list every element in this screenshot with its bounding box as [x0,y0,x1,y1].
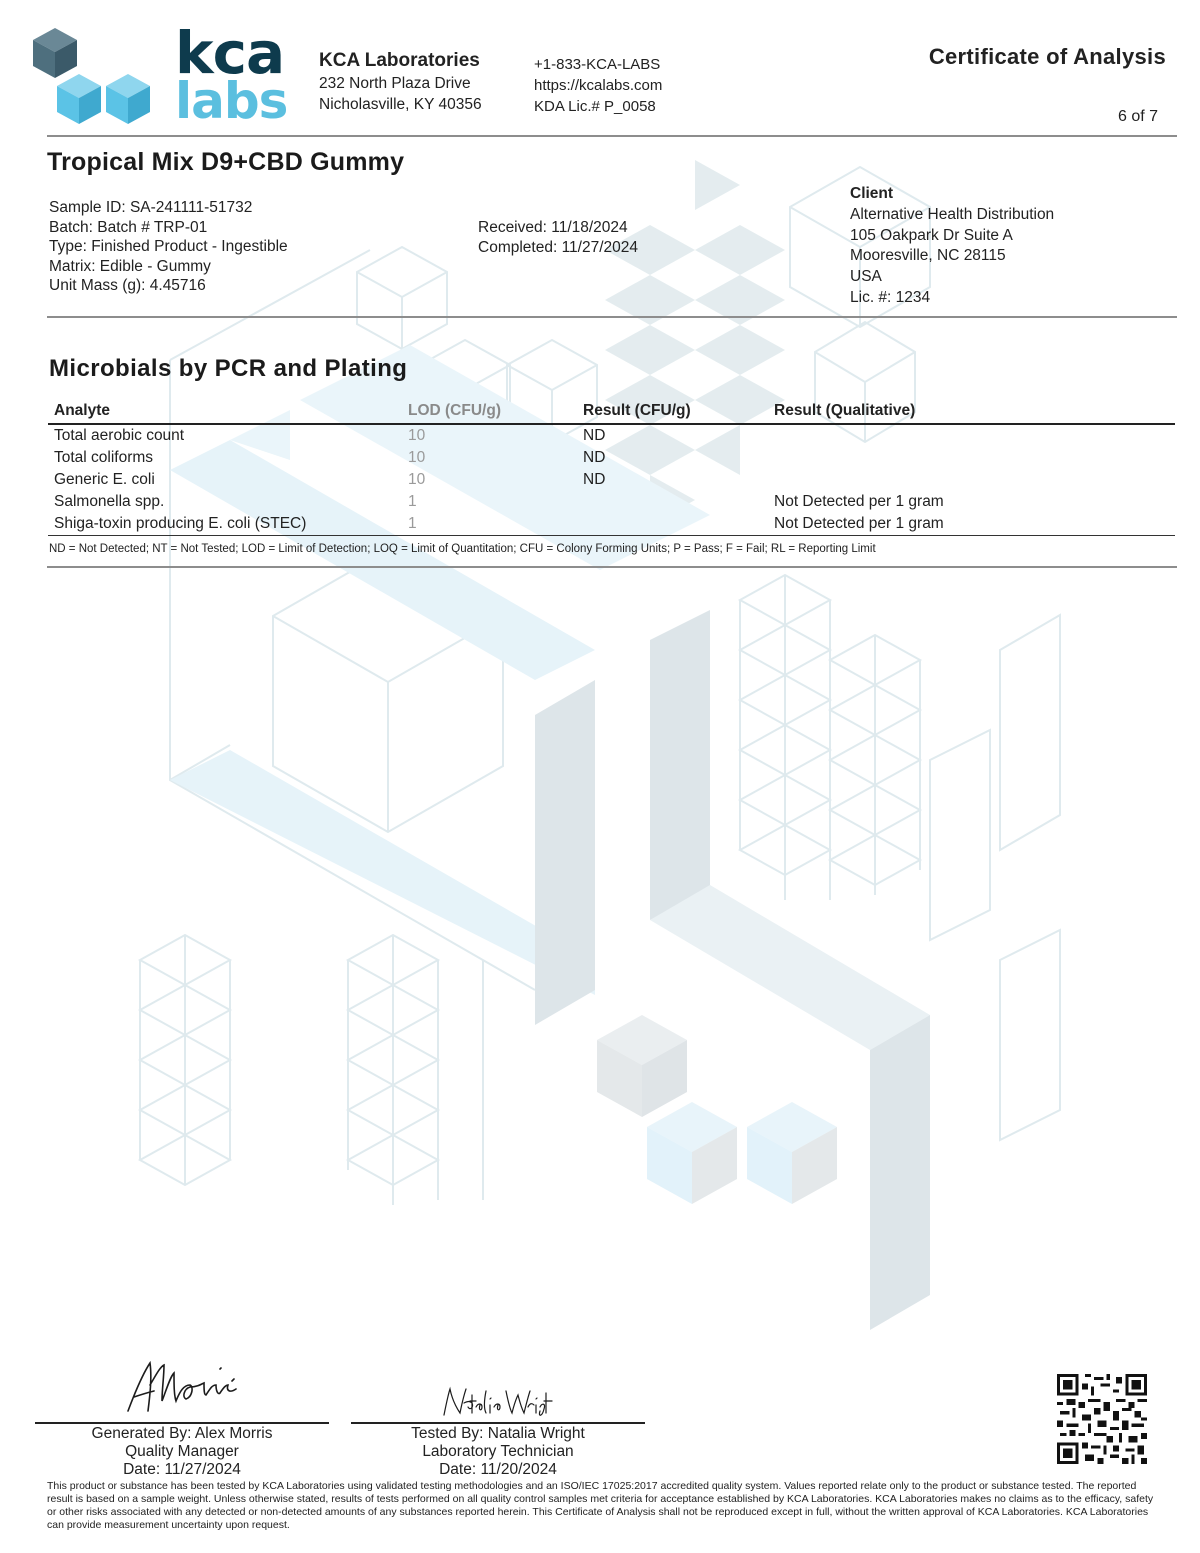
analyte-cell: Shiga-toxin producing E. coli (STEC) [48,513,402,536]
sample-info [49,198,288,296]
lod-cell: 1 [402,513,577,536]
result-cell: ND [583,471,606,488]
page-number: 6 of 7 [1117,108,1158,125]
header-result-qualitative: Result (Qualitative) [768,399,1175,424]
generated-by-role: Quality Manager [125,1443,239,1460]
client-block [850,184,1054,309]
completed-date: Completed: 11/27/2024 [478,238,638,256]
lab-name: KCA Laboratories [319,50,480,71]
client-name: Alternative Health Distribution [850,205,1055,223]
table-row [48,447,1175,469]
info-divider [47,316,1177,318]
analyte-cell: Generic E. coli [54,471,155,488]
logo-text-labs: labs [175,72,288,130]
lab-address-line1: 232 North Plaza Drive [319,75,471,92]
lod-cell: 1 [408,493,417,510]
analyte-cell: Total aerobic count [54,427,185,444]
batch: Batch: Batch # TRP-01 [49,218,208,236]
header-lod: LOD (CFU/g) [402,399,577,424]
qualitative-cell: Not Detected per 1 gram [768,513,1175,536]
microbials-results-table [48,399,1175,536]
lab-website: https://kcalabs.com [534,77,663,94]
client-heading: Client [850,185,894,202]
section-title-microbials: Microbials by PCR and Plating [49,355,408,382]
table-row [48,469,1175,491]
generated-by-block [35,1425,329,1479]
table-row [48,424,1175,447]
generated-by-name: Generated By: Alex Morris [91,1425,273,1442]
lod-cell: 10 [408,427,426,444]
table-bottom-divider [47,566,1177,568]
tested-by-name: Tested By: Natalia Wright [411,1425,585,1442]
analyte-cell: Salmonella spp. [54,493,165,510]
header-divider [47,135,1177,137]
qr-code-icon[interactable] [1057,1374,1147,1464]
lod-cell: 10 [408,471,426,488]
qualitative-cell [768,469,1175,491]
table-header-row [48,399,1175,424]
document-title: Certificate of Analysis [928,44,1166,69]
product-type: Type: Finished Product - Ingestible [49,238,288,255]
client-street: 105 Oakpark Dr Suite A [850,226,1013,244]
lab-phone: +1-833-KCA-LABS [534,56,661,73]
table-row [48,491,1175,513]
result-cell: ND [583,427,606,444]
analyte-cell: Total coliforms [54,449,154,466]
lod-cell: 10 [408,449,426,466]
signature-natalia-wright [440,1385,555,1421]
qualitative-cell: Not Detected per 1 gram [774,493,944,510]
signature-alex-morris [120,1355,250,1417]
logo-text-kca: kca [175,19,285,87]
sample-dates [478,218,638,257]
abbreviation-legend: ND = Not Detected; NT = Not Tested; LOD = Limit of Detection; LOQ = Limit of Quantitation; CFU = Colony Forming Units; P = Pass; F = Fail; RL = Reporting Limit [49,543,876,555]
lab-license: KDA Lic.# P_0058 [534,98,656,115]
result-cell [577,491,768,513]
client-license: Lic. #: 1234 [850,288,931,306]
tested-by-role: Laboratory Technician [422,1443,574,1460]
result-cell: ND [583,449,606,466]
tested-by-block [351,1425,645,1479]
kca-logo-cubes-icon [30,28,155,128]
product-name: Tropical Mix D9+CBD Gummy [47,148,405,176]
result-cell [577,513,768,536]
qualitative-cell [768,447,1175,469]
tested-by-date: Date: 11/20/2024 [439,1461,557,1478]
sample-id: Sample ID: SA-241111-51732 [49,199,253,216]
qualitative-cell [768,424,1175,447]
matrix: Matrix: Edible - Gummy [49,257,211,275]
header-analyte: Analyte [48,399,402,424]
generated-by-date: Date: 11/27/2024 [123,1461,241,1478]
kca-labs-logo [175,19,288,130]
received-date: Received: 11/18/2024 [478,219,628,236]
disclaimer-text: This product or substance has been tested by KCA Laboratories using validated testing methodologies and an ISO/IEC 17025:2017 accredited quality system. Values reported relate only to the product or substance tested. The reported result is based on a sample weight. Unless otherwise stated, results of tests performed on all quality control samples met criteria for acceptance established by KCA Laboratories. KCA Laboratories makes no claims as to the efficacy, safety or other risks associated with any detected or non-detected amounts of any substances reported herein. This Certificate of Analysis shall not be reproduced except in full, without the written approval of KCA Laboratories. KCA Laboratories can provide measurement uncertainty upon request. [47,1480,1154,1531]
unit-mass: Unit Mass (g): 4.45716 [49,277,206,294]
signature-line-tested [351,1422,645,1424]
client-city: Mooresville, NC 28115 [850,247,1006,265]
table-row [48,513,1175,536]
header-result: Result (CFU/g) [577,399,768,424]
lab-address-block [319,50,482,115]
lab-address-line2: Nicholasville, KY 40356 [319,96,482,113]
client-country: USA [850,268,882,286]
lab-contact-block [534,54,662,117]
signature-line-generated [35,1422,329,1424]
